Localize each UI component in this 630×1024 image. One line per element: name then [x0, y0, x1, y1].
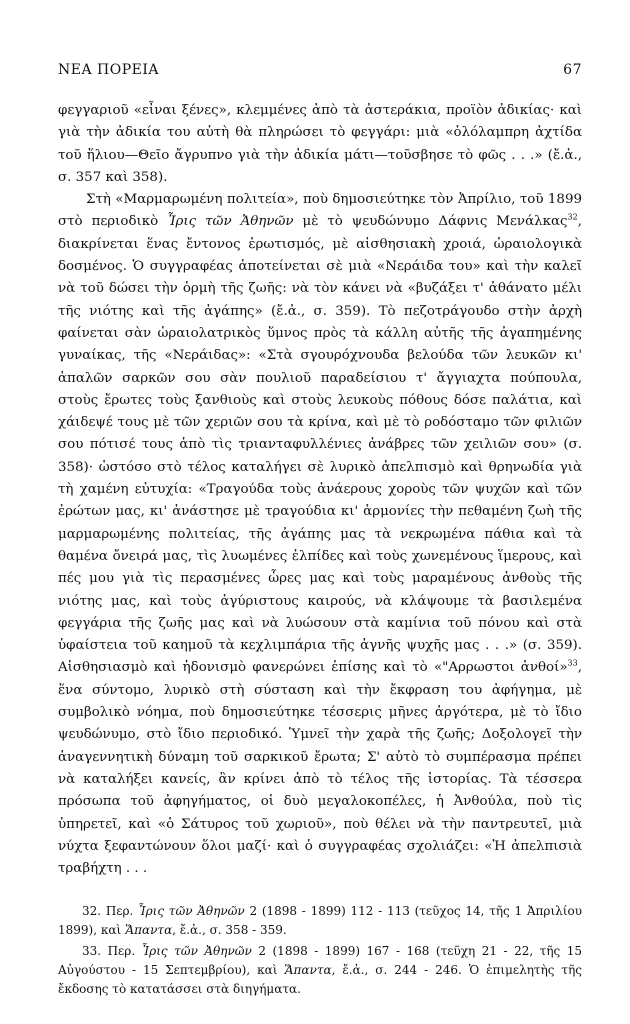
footnote-33-text-b: 2 (1898 - 1899) 167 - 168 (τεῦχη 21 - 22, τῆς 15 Αὐγούστου - 15 Σεπτεμβρίου), καὶ	[58, 944, 583, 978]
footnotes	[58, 902, 582, 999]
footnote-32-text-c: , ἔ.ἀ., σ. 358 - 359.	[172, 923, 287, 938]
paragraph-1: φεγγαριοῦ «εἶναι ξένες», κλεμμένες ἀπὸ τὰ ἀστεράκια, προϊὸν ἀδικίας· καὶ γιὰ τὴν ἀδικία του αὐτὴ θὰ πληρώσει τὸ φεγγάρι: μιὰ «ὁλόλαμπρη ἀχτίδα τοῦ ἥλιου—Θεῖο ἄγρυπνο γιὰ τὴν ἀδικία μάτι—τοῦσβησε τὸ φῶς . . .» (ἔ.ἀ., σ. 357 καὶ 358).	[58, 103, 582, 185]
footnote-33-text-a: 33. Περ.	[82, 944, 142, 959]
paragraph-2-text-b: μὲ τὸ ψευδώνυμο Δάφνις Μενάλκας	[293, 214, 568, 230]
page-number: 67	[563, 62, 582, 78]
footnote-32	[58, 902, 582, 940]
paragraph-2-text-c: , διακρίνεται ἕνας ἔντονος ἐρωτισμός, μὲ αἰσθησιακὴ χροιά, ὡραιολογικὰ δοσμένος. Ὁ συγγραφέας ἀποτείνεται σὲ μιὰ «Νεράιδα του» καὶ τὴν καλεῖ νὰ τοῦ δώσει τὴν ὁρμὴ τῆς ζωῆς: νὰ τὸν κάνει νὰ «βυζάξει τ' ἀθάνατο μέλι τῆς νιότης καὶ τῆς ἀγάπης» (ἔ.ἀ., σ. 359). Τὸ πεζοτράγουδο στὴν ἀρχὴ φαίνεται σὰν ὡραιολατρικὸς ὕμνος πρὸς τὰ κάλλη αὐτῆς τῆς ἀγαπημένης γυναίκας, τῆς «Νεράιδας»: «Στὰ σγουρόχνουδα βελούδα τῶν λευκῶν κι' ἀπαλῶν σαρκῶν σου σὰν πουλιοῦ παραδείσιου τ' ἄγγιαχτα πούπουλα, στοὺς ἔρωτες τοὺς ξανθιοὺς καὶ στοὺς λευκοὺς πόθους δόσε παλάτια, καὶ χάιδεψέ τους μὲ τῶν χεριῶν σου τὰ κρίνα, καὶ μὲ τὸ ροδόσταμο τῶν φιλιῶν σου πότισέ τους ἀπὸ τὶς τριανταφυλλένιες ἀνάβρες τῶν χειλιῶν σου» (σ. 358)· ὡστόσο στὸ τέλος καταλήγει σὲ λυρικὸ ἀπελπισμὸ καὶ θρηνωδία γιὰ τὴ χαμένη εὐτυχία: «Τραγούδα τοὺς ἀνάερους χοροὺς τῶν ψυχῶν καὶ τῶν ἐρώτων μας, κι' ἀνάστησε μὲ τραγούδια κι' ἁρμονίες τὴν πεθαμένη ζωὴ τῆς μαρμαρωμένης πολιτείας, τῆς ἀγάπης μας τὰ νεκρωμένα πάθια καὶ τὰ θαμένα ὄνειρά μας, τὶς λυωμένες ἐλπίδες καὶ τοὺς χωνεμένους ἵμερους, καὶ πές μου γιὰ τὶς περασμένες ὧρες μας καὶ τοὺς μαραμένους ἀνθοὺς τῆς νιότης μας, καὶ τοὺς ἀγύριστους καιρούς, νὰ κλάψουμε τὰ βασιλεμένα φεγγάρια τῆς ζωῆς μας καὶ νὰ λυώσουν στὰ καμίνια τοῦ πόνου καὶ στὰ ὑφαίστεια τοῦ καημοῦ τὰ κεχλιμπάρια τῆς ἀγνῆς ψυχῆς μας . . .» (σ. 359). Αἰσθησιασμὸ καὶ ἡδονισμὸ φανερώνει ἐπίσης καὶ τὸ «"Αρρωστοι ἀνθοί»	[58, 214, 582, 676]
body-text	[58, 100, 582, 880]
footnote-ref-33: 33	[567, 658, 578, 668]
footnote-32-text-b: 2 (1898 - 1899) 112 - 113 (τεῦχος 14, τῆς 1 Ἀπριλίου 1899), καὶ	[58, 904, 582, 938]
paragraph-2	[58, 189, 582, 880]
footnote-33-periodical: Ἶρις τῶν Ἀθηνῶν	[141, 944, 252, 959]
paragraph-2-text-d: , ἕνα σύντομο, λυρικὸ στὴ σύσταση καὶ τὴν ἔκφραση του ἀφήγημα, μὲ συμβολικὸ νόημα, ποὺ δημοσιεύτηκε τέσσερις μῆνες ἀργότερα, μὲ τὸ ἴδιο ψευδώνυμο, στὸ ἴδιο περιοδικό. Ὑμνεῖ τὴν χαρὰ τῆς ζωῆς; Δοξολογεῖ τὴν ἀναγεννητικὴ δύναμη τοῦ σαρκικοῦ ἔρωτα; Σ' αὐτὸ τὸ συμπέρασμα πρέπει νὰ καταλήξει κανείς, ἂν κρίνει ἀπὸ τὸ τέλος τῆς ἱστορίας. Τὰ τέσσερα πρόσωπα τοῦ ἀφηγήματος, οἱ δυὸ μεγαλοκοπέλες, ἡ Ἀνθούλα, ποὺ τὶς ὑπηρετεῖ, καὶ «ὁ Σάτυρος τοῦ χωριοῦ», ποὺ θέλει νὰ τὴν παντρευτεῖ, μιὰ νύχτα ξεφαντώνουν ὅλοι μαζί· καὶ ὁ συγγραφέας σχολιάζει: «Ἡ ἀπελπισιὰ τραβήχτη . . .	[58, 660, 582, 877]
footnote-33	[58, 942, 582, 999]
footnote-32-work: Ἅπαντα	[124, 923, 173, 938]
footnote-32-text-a: 32. Περ.	[82, 904, 139, 919]
footnote-33-text-c: , ἔ.ἀ., σ. 244 - 246. Ὁ ἐπιμελητὴς τῆς ἔκδοσης τὸ κατατάσσει στὰ διηγήματα.	[58, 963, 582, 997]
running-title: ΝΕΑ ΠΟΡΕΙΑ	[58, 62, 159, 78]
footnote-32-periodical: Ἶρις τῶν Ἀθηνῶν	[138, 904, 245, 919]
paragraph-2-text-a: Στὴ «Μαρμαρωμένη πολιτεία», ποὺ δημοσιεύτηκε τὸν Ἀπρίλιο, τοῦ 1899 στὸ περιοδικὸ	[58, 192, 582, 230]
periodical-title: Ἶρις τῶν Ἀθηνῶν	[167, 214, 294, 230]
footnote-ref-32: 32	[567, 213, 578, 223]
footnote-33-work: Ἅπαντα	[284, 963, 332, 978]
page-header	[58, 62, 582, 78]
